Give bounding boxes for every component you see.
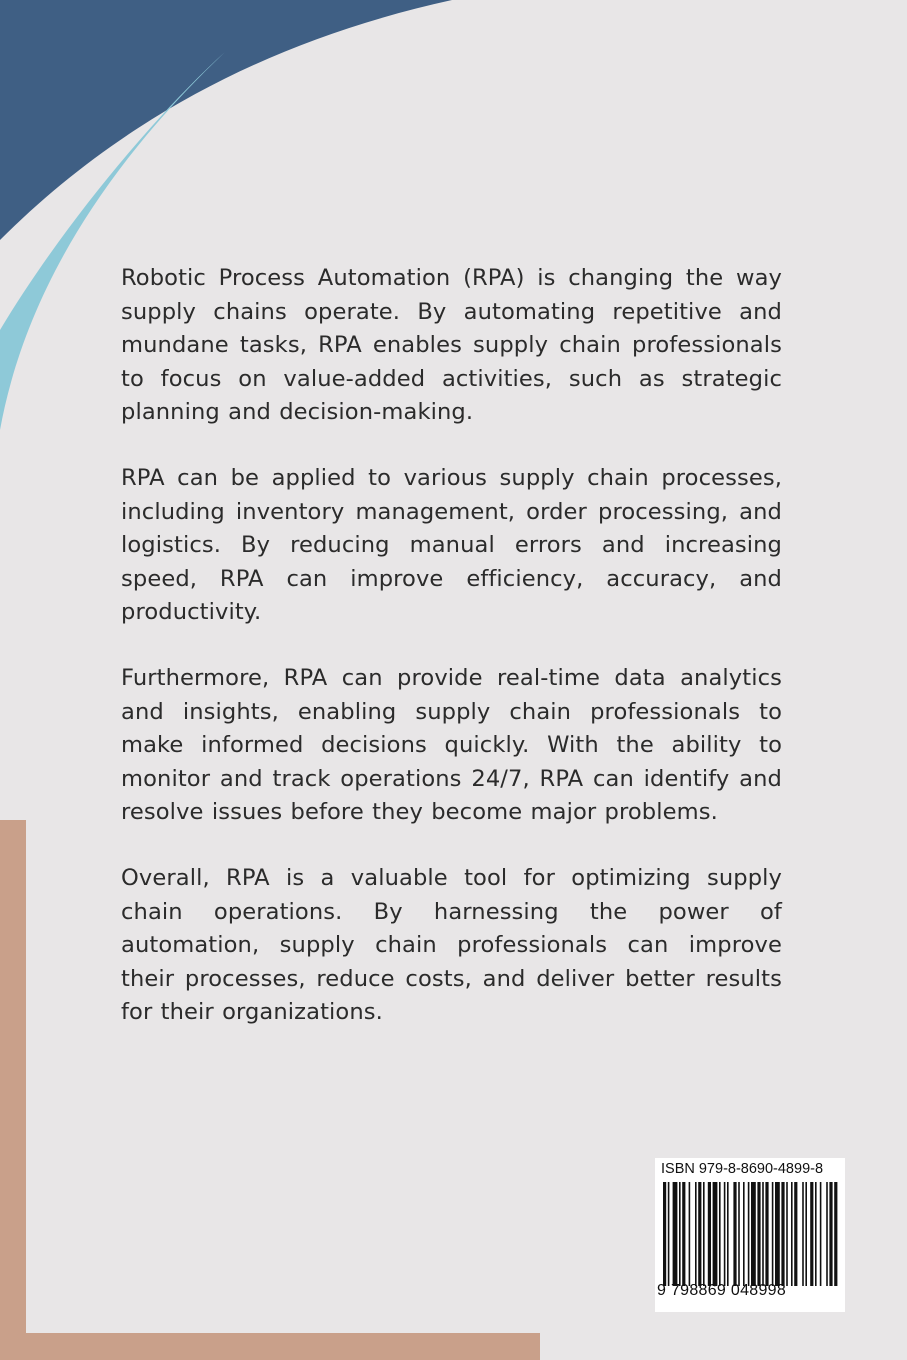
isbn-label: ISBN 979-8-8690-4899-8 <box>661 1161 824 1177</box>
barcode-bar <box>810 1182 813 1286</box>
barcode-bar <box>748 1182 750 1286</box>
barcode-bar <box>786 1182 788 1286</box>
barcode-bar <box>826 1182 828 1286</box>
barcode-bar <box>815 1182 817 1286</box>
barcode-bar <box>834 1182 837 1286</box>
isbn-barcode-block <box>655 1158 845 1312</box>
barcode-bar <box>698 1182 701 1286</box>
barcode-bar <box>820 1182 822 1286</box>
barcode-bar <box>762 1182 764 1286</box>
barcode-bar <box>668 1182 670 1286</box>
barcode-bar <box>673 1182 678 1286</box>
back-cover-blurb <box>121 262 782 1062</box>
barcode-bar <box>689 1182 691 1286</box>
barcode-bar <box>775 1182 780 1286</box>
barcode-bar <box>794 1182 797 1286</box>
barcode-bar <box>713 1182 718 1286</box>
barcode-bar <box>724 1182 726 1286</box>
barcode-bar <box>708 1182 711 1286</box>
barcode-bar <box>719 1182 721 1286</box>
barcode-bar <box>663 1182 666 1286</box>
barcode-bars <box>663 1182 839 1286</box>
barcode-digits: 9 798869 048998 <box>657 1282 787 1299</box>
barcode-bar <box>738 1182 740 1286</box>
blurb-paragraph: Robotic Process Automation (RPA) is changing the way supply chains operate. By automating repetitive and mundane tasks, RPA enables supply chain professionals to focus on value-added activities, such as strategic planning and decision-making. <box>121 265 782 426</box>
blurb-paragraph: RPA can be applied to various supply chain processes, including inventory management, order processing, and logistics. By reducing manual errors and increasing speed, RPA can improve efficiency, accuracy, and productivity. <box>121 464 782 626</box>
barcode-bar <box>743 1182 745 1286</box>
barcode-bar <box>751 1182 756 1286</box>
barcode-bar <box>703 1182 705 1286</box>
barcode-bar <box>829 1182 832 1286</box>
barcode-bar <box>791 1182 793 1286</box>
barcode-bar <box>765 1182 768 1286</box>
barcode-bar <box>781 1182 784 1286</box>
blurb-paragraph: Overall, RPA is a valuable tool for optimizing supply chain operations. By harnessing the power of automation, supply chain professionals can improve their processes, reduce costs, and deliver better results for their organizations. <box>121 864 782 1026</box>
barcode-bar <box>757 1182 760 1286</box>
barcode-bar <box>772 1182 774 1286</box>
navy-arc-shape <box>0 0 452 240</box>
barcode-bar <box>733 1182 736 1286</box>
barcode-bar <box>679 1182 681 1286</box>
barcode-bar <box>802 1182 804 1286</box>
barcode-bar <box>727 1182 729 1286</box>
barcode-bar <box>695 1182 697 1286</box>
blurb-paragraph: Furthermore, RPA can provide real-time data analytics and insights, enabling supply chain professionals to make informed decisions quickly. With the ability to monitor and track operations 24/7, RPA can identify and resolve issues before they become major problems. <box>121 664 782 826</box>
barcode-bar <box>805 1182 807 1286</box>
barcode-bar <box>682 1182 685 1286</box>
